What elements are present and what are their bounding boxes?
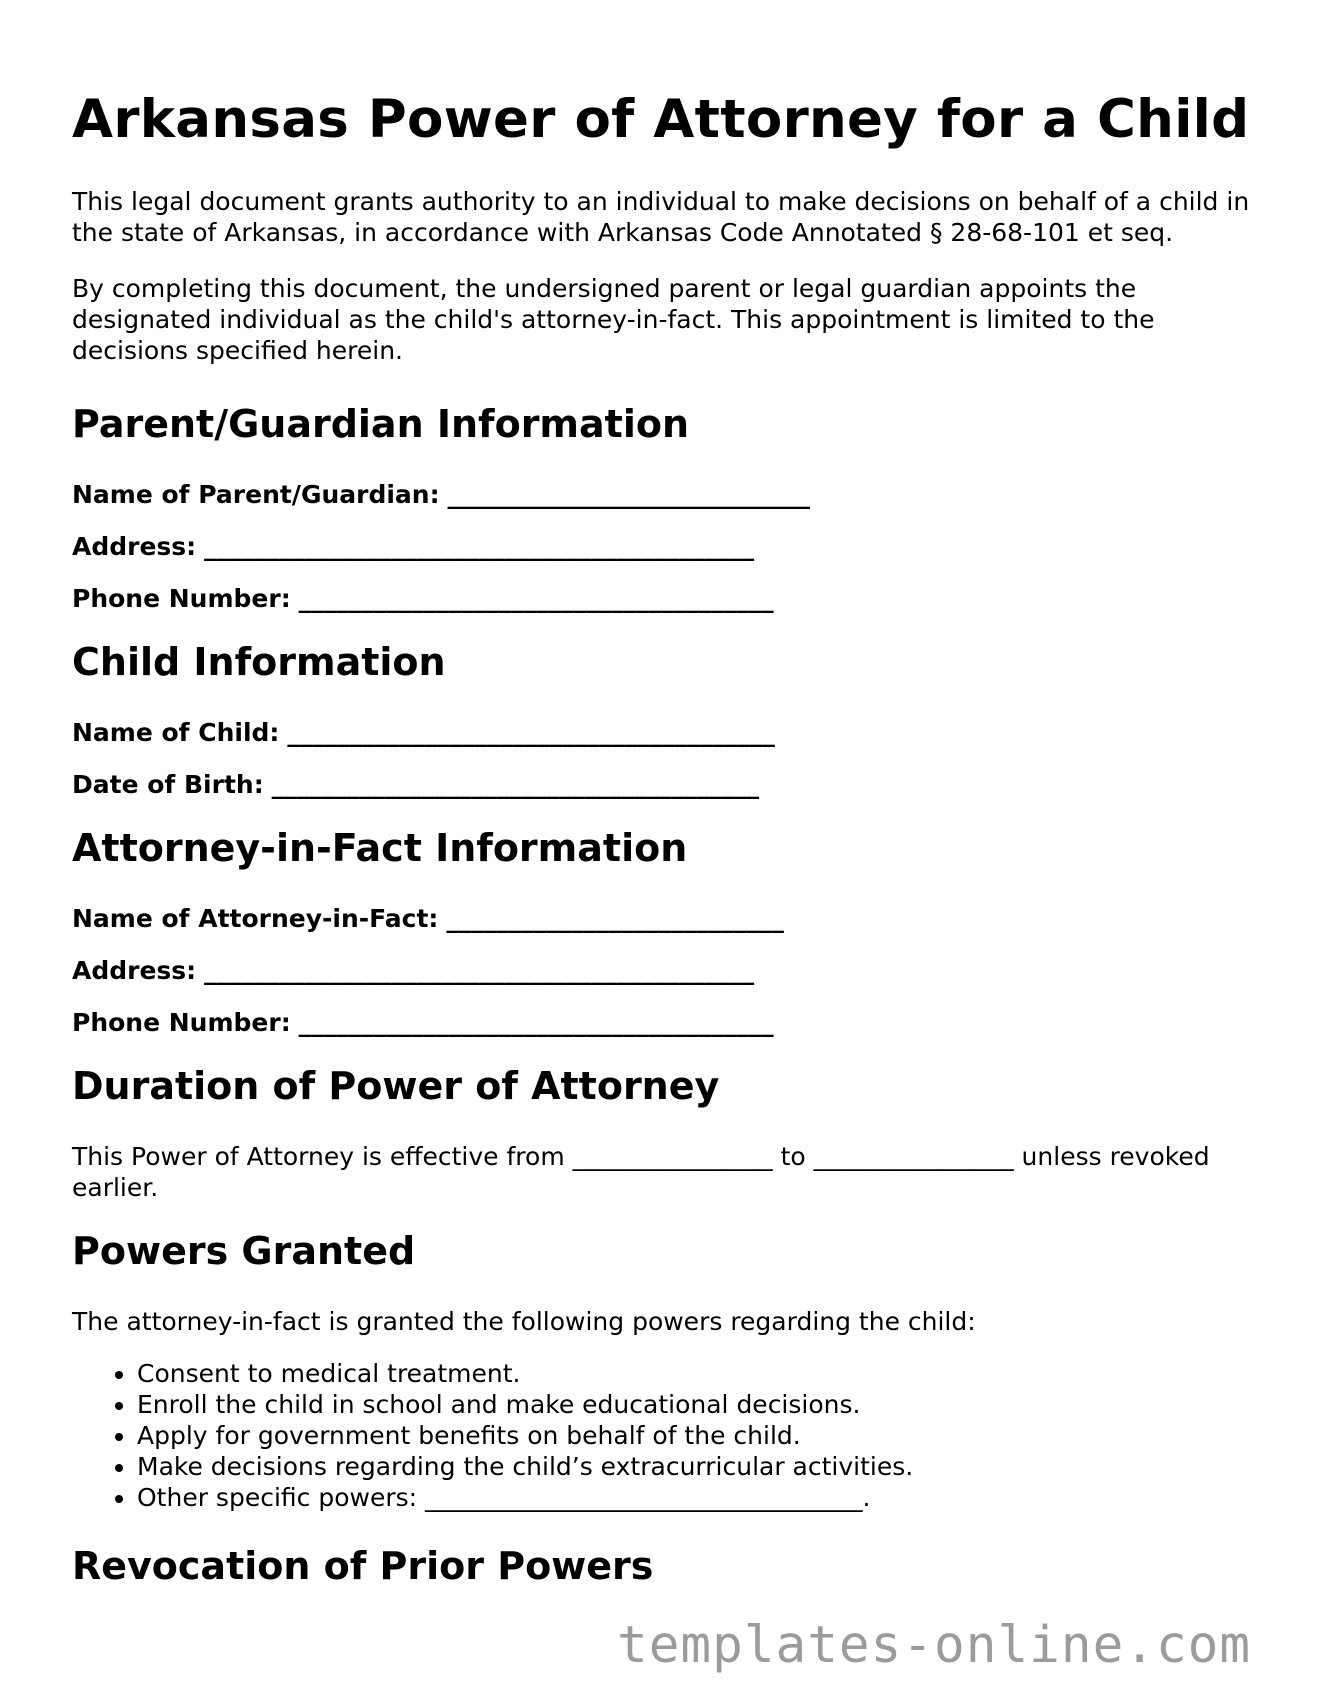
parent-name-label: Name of Parent/Guardian: <box>72 480 440 509</box>
attorney-name-label: Name of Attorney-in-Fact: <box>72 904 439 933</box>
parent-phone-field[interactable] <box>72 583 1252 614</box>
child-name-blank[interactable]: _______________________________________ <box>287 718 775 747</box>
document-page <box>72 0 1252 1589</box>
powers-intro: The attorney-in-fact is granted the following powers regarding the child: <box>72 1307 976 1336</box>
parent-address-blank[interactable]: ____________________________________________ <box>204 532 755 561</box>
watermark: templates-online.com <box>617 1616 1252 1675</box>
intro-paragraph-1: This legal document grants authority to an individual to make decisions on behalf of a child in the state of Arkansas, in accordance with Arkansas Code Annotated § 28-68-101 et seq. <box>72 187 1250 247</box>
document-title: Arkansas Power of Attorney for a Child <box>72 89 1250 150</box>
intro-paragraph-2: By completing this document, the undersigned parent or legal guardian appoints the designated individual as the child's attorney-in-fact. This appointment is limited to the decisions specified herein. <box>72 274 1155 365</box>
power-item-medical: • Consent to medical treatment. <box>137 1358 1252 1389</box>
attorney-name-field[interactable] <box>72 903 1252 934</box>
parent-phone-blank[interactable]: ______________________________________ <box>298 584 774 613</box>
powers-list <box>72 1358 1252 1513</box>
child-dob-field[interactable] <box>72 769 1252 800</box>
power-item-other[interactable]: • Other specific powers: ___________________________________. <box>137 1482 1252 1513</box>
duration-text[interactable]: This Power of Attorney is effective from ________________ to ________________ unless revoked earlier. <box>72 1142 1210 1202</box>
child-section-heading: Child Information <box>72 640 446 684</box>
child-dob-label: Date of Birth: <box>72 770 264 799</box>
attorney-phone-blank[interactable]: ______________________________________ <box>298 1008 774 1037</box>
power-item-extracurricular: • Make decisions regarding the child’s extracurricular activities. <box>137 1451 1252 1482</box>
duration-section-heading: Duration of Power of Attorney <box>72 1064 720 1108</box>
child-name-field[interactable] <box>72 717 1252 748</box>
revocation-section-heading: Revocation of Prior Powers <box>72 1544 654 1588</box>
power-item-education: • Enroll the child in school and make educational decisions. <box>137 1389 1252 1420</box>
parent-name-blank[interactable]: _____________________________ <box>447 480 811 509</box>
parent-section-heading: Parent/Guardian Information <box>72 402 690 446</box>
parent-name-field[interactable] <box>72 479 1252 510</box>
attorney-address-blank[interactable]: ____________________________________________ <box>204 956 755 985</box>
powers-section-heading: Powers Granted <box>72 1229 416 1273</box>
parent-phone-label: Phone Number: <box>72 584 291 613</box>
attorney-name-blank[interactable]: ___________________________ <box>446 904 784 933</box>
attorney-phone-label: Phone Number: <box>72 1008 291 1037</box>
child-name-label: Name of Child: <box>72 718 280 747</box>
attorney-section-heading: Attorney-in-Fact Information <box>72 826 688 870</box>
child-dob-blank[interactable]: _______________________________________ <box>271 770 760 799</box>
power-item-benefits: • Apply for government benefits on behalf of the child. <box>137 1420 1252 1451</box>
attorney-address-field[interactable] <box>72 955 1252 986</box>
attorney-phone-field[interactable] <box>72 1007 1252 1038</box>
parent-address-field[interactable] <box>72 531 1252 562</box>
attorney-address-label: Address: <box>72 956 197 985</box>
parent-address-label: Address: <box>72 532 197 561</box>
